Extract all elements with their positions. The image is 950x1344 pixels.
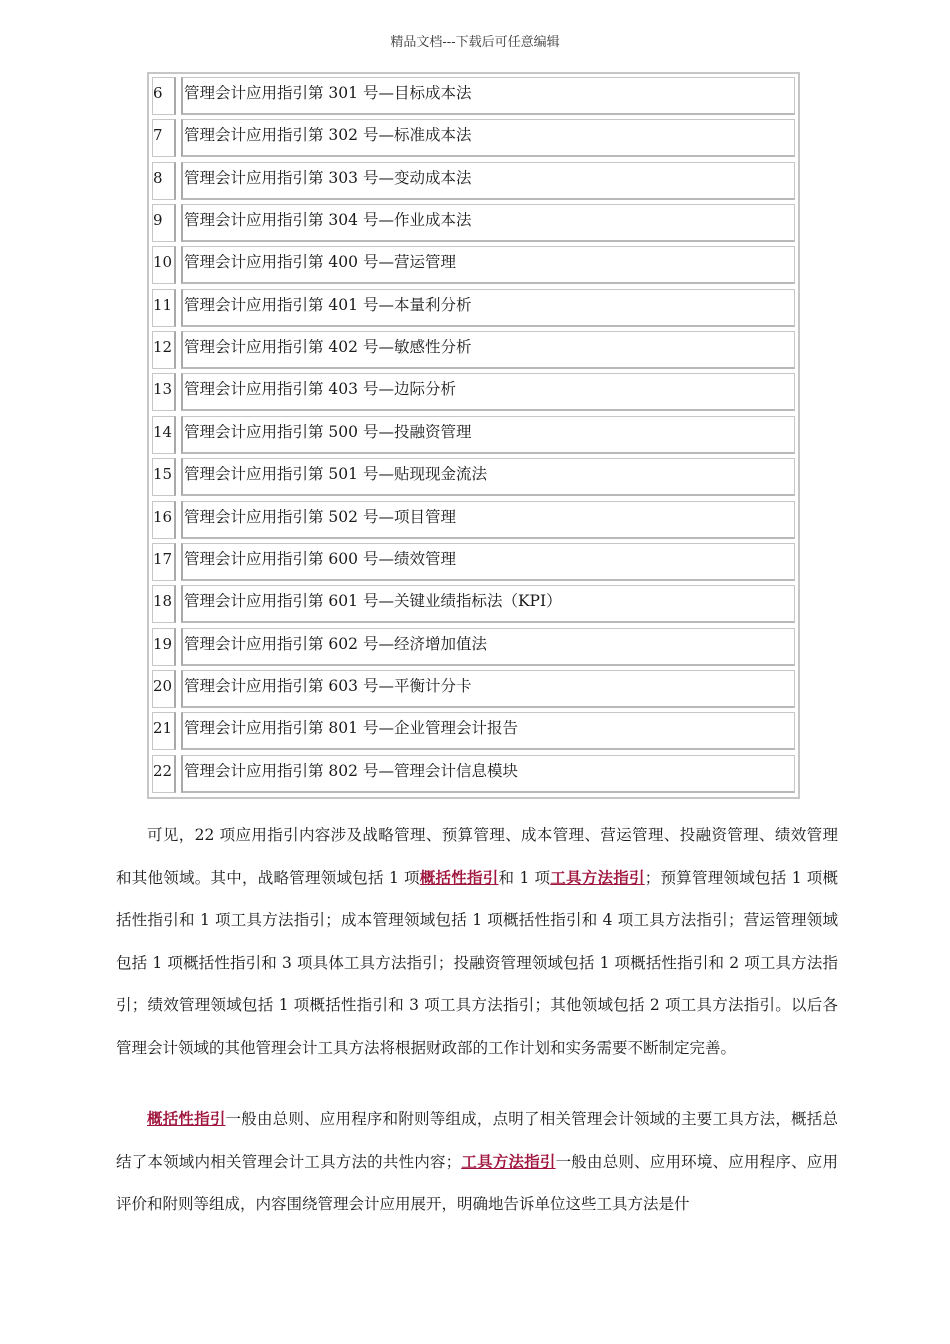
para2-text-2: 一般由总则、应用环境、应用程序、应用评价和附则等组成，内容围绕管理会计应用展开，明确地告诉单位这些工具方法是什	[116, 1152, 838, 1213]
row-number: 8	[152, 162, 176, 200]
row-title: 管理会计应用指引第 403 号—边际分析	[181, 373, 795, 411]
link-general-guideline[interactable]: 概括性指引	[419, 867, 499, 887]
table-row	[152, 204, 795, 242]
row-title: 管理会计应用指引第 400 号—营运管理	[181, 246, 795, 284]
table-row	[152, 585, 795, 623]
row-number: 19	[152, 628, 176, 666]
row-title: 管理会计应用指引第 601 号—关键业绩指标法（KPI）	[181, 585, 795, 623]
link-tool-method-guideline-2[interactable]: 工具方法指引	[461, 1151, 556, 1171]
table-row	[152, 501, 795, 539]
row-number: 15	[152, 458, 176, 496]
row-number: 18	[152, 585, 176, 623]
link-tool-method-guideline[interactable]: 工具方法指引	[550, 867, 645, 887]
table-row	[152, 119, 795, 157]
row-number: 9	[152, 204, 176, 242]
row-number: 12	[152, 331, 176, 369]
row-title: 管理会计应用指引第 500 号—投融资管理	[181, 416, 795, 454]
table-row	[152, 246, 795, 284]
table-row	[152, 458, 795, 496]
row-number: 10	[152, 246, 176, 284]
row-number: 7	[152, 119, 176, 157]
row-title: 管理会计应用指引第 801 号—企业管理会计报告	[181, 712, 795, 750]
table-row	[152, 670, 795, 708]
row-number: 11	[152, 289, 176, 327]
row-title: 管理会计应用指引第 401 号—本量利分析	[181, 289, 795, 327]
table-body	[152, 77, 795, 794]
row-title: 管理会计应用指引第 301 号—目标成本法	[181, 77, 795, 115]
row-title: 管理会计应用指引第 302 号—标准成本法	[181, 119, 795, 157]
paragraph-summary	[116, 814, 838, 1069]
paragraph-guideline-composition	[116, 1098, 838, 1226]
table-row	[152, 289, 795, 327]
row-number: 16	[152, 501, 176, 539]
row-title: 管理会计应用指引第 304 号—作业成本法	[181, 204, 795, 242]
row-title: 管理会计应用指引第 602 号—经济增加值法	[181, 628, 795, 666]
page-header: 精品文档---下载后可任意编辑	[390, 35, 560, 50]
row-title: 管理会计应用指引第 402 号—敏感性分析	[181, 331, 795, 369]
row-number: 13	[152, 373, 176, 411]
table-row	[152, 77, 795, 115]
para2-text-1: 一般由总则、应用程序和附则等组成，点明了相关管理会计领域的主要工具方法，概括总结了本领域内相关管理会计工具方法的共性内容；	[116, 1110, 838, 1171]
row-number: 22	[152, 755, 176, 793]
row-title: 管理会计应用指引第 303 号—变动成本法	[181, 162, 795, 200]
table-row	[152, 543, 795, 581]
table-row	[152, 331, 795, 369]
row-number: 20	[152, 670, 176, 708]
row-number: 17	[152, 543, 176, 581]
table-row	[152, 755, 795, 793]
table-row	[152, 712, 795, 750]
row-title: 管理会计应用指引第 501 号—贴现现金流法	[181, 458, 795, 496]
row-title: 管理会计应用指引第 802 号—管理会计信息模块	[181, 755, 795, 793]
para1-text-1: 可见，22 项应用指引内容涉及战略管理、预算管理、成本管理、营运管理、投融资管理、绩效管理和其他领域。其中，战略管理领域包括 1 项	[116, 826, 838, 887]
row-number: 14	[152, 416, 176, 454]
table-row	[152, 373, 795, 411]
table-row	[152, 162, 795, 200]
para1-text-2: 和 1 项	[498, 868, 551, 887]
row-title: 管理会计应用指引第 603 号—平衡计分卡	[181, 670, 795, 708]
row-number: 21	[152, 712, 176, 750]
para1-text-3: ；预算管理领域包括 1 项概括性指引和 1 项工具方法指引；成本管理领域包括 1 项概括性指引和 4 项工具方法指引；营运管理领域包括 1 项概括性指引和 3 项具体工具方法指引；投融资管理领域包括 1 项概括性指引和 2 项工具方法指引；绩效管理领域包括 1 项概括性指引和 3 项工具方法指引；其他领域包括 2 项工具方法指引。以后各管理会计领域的其他管理会计工具方法将根据财政部的工作计划和实务需要不断制定完善。	[116, 868, 838, 1057]
link-general-guideline-2[interactable]: 概括性指引	[147, 1109, 226, 1128]
row-title: 管理会计应用指引第 502 号—项目管理	[181, 501, 795, 539]
row-number: 6	[152, 77, 176, 115]
table-row	[152, 628, 795, 666]
row-title: 管理会计应用指引第 600 号—绩效管理	[181, 543, 795, 581]
guideline-table	[147, 72, 800, 799]
table-row	[152, 416, 795, 454]
